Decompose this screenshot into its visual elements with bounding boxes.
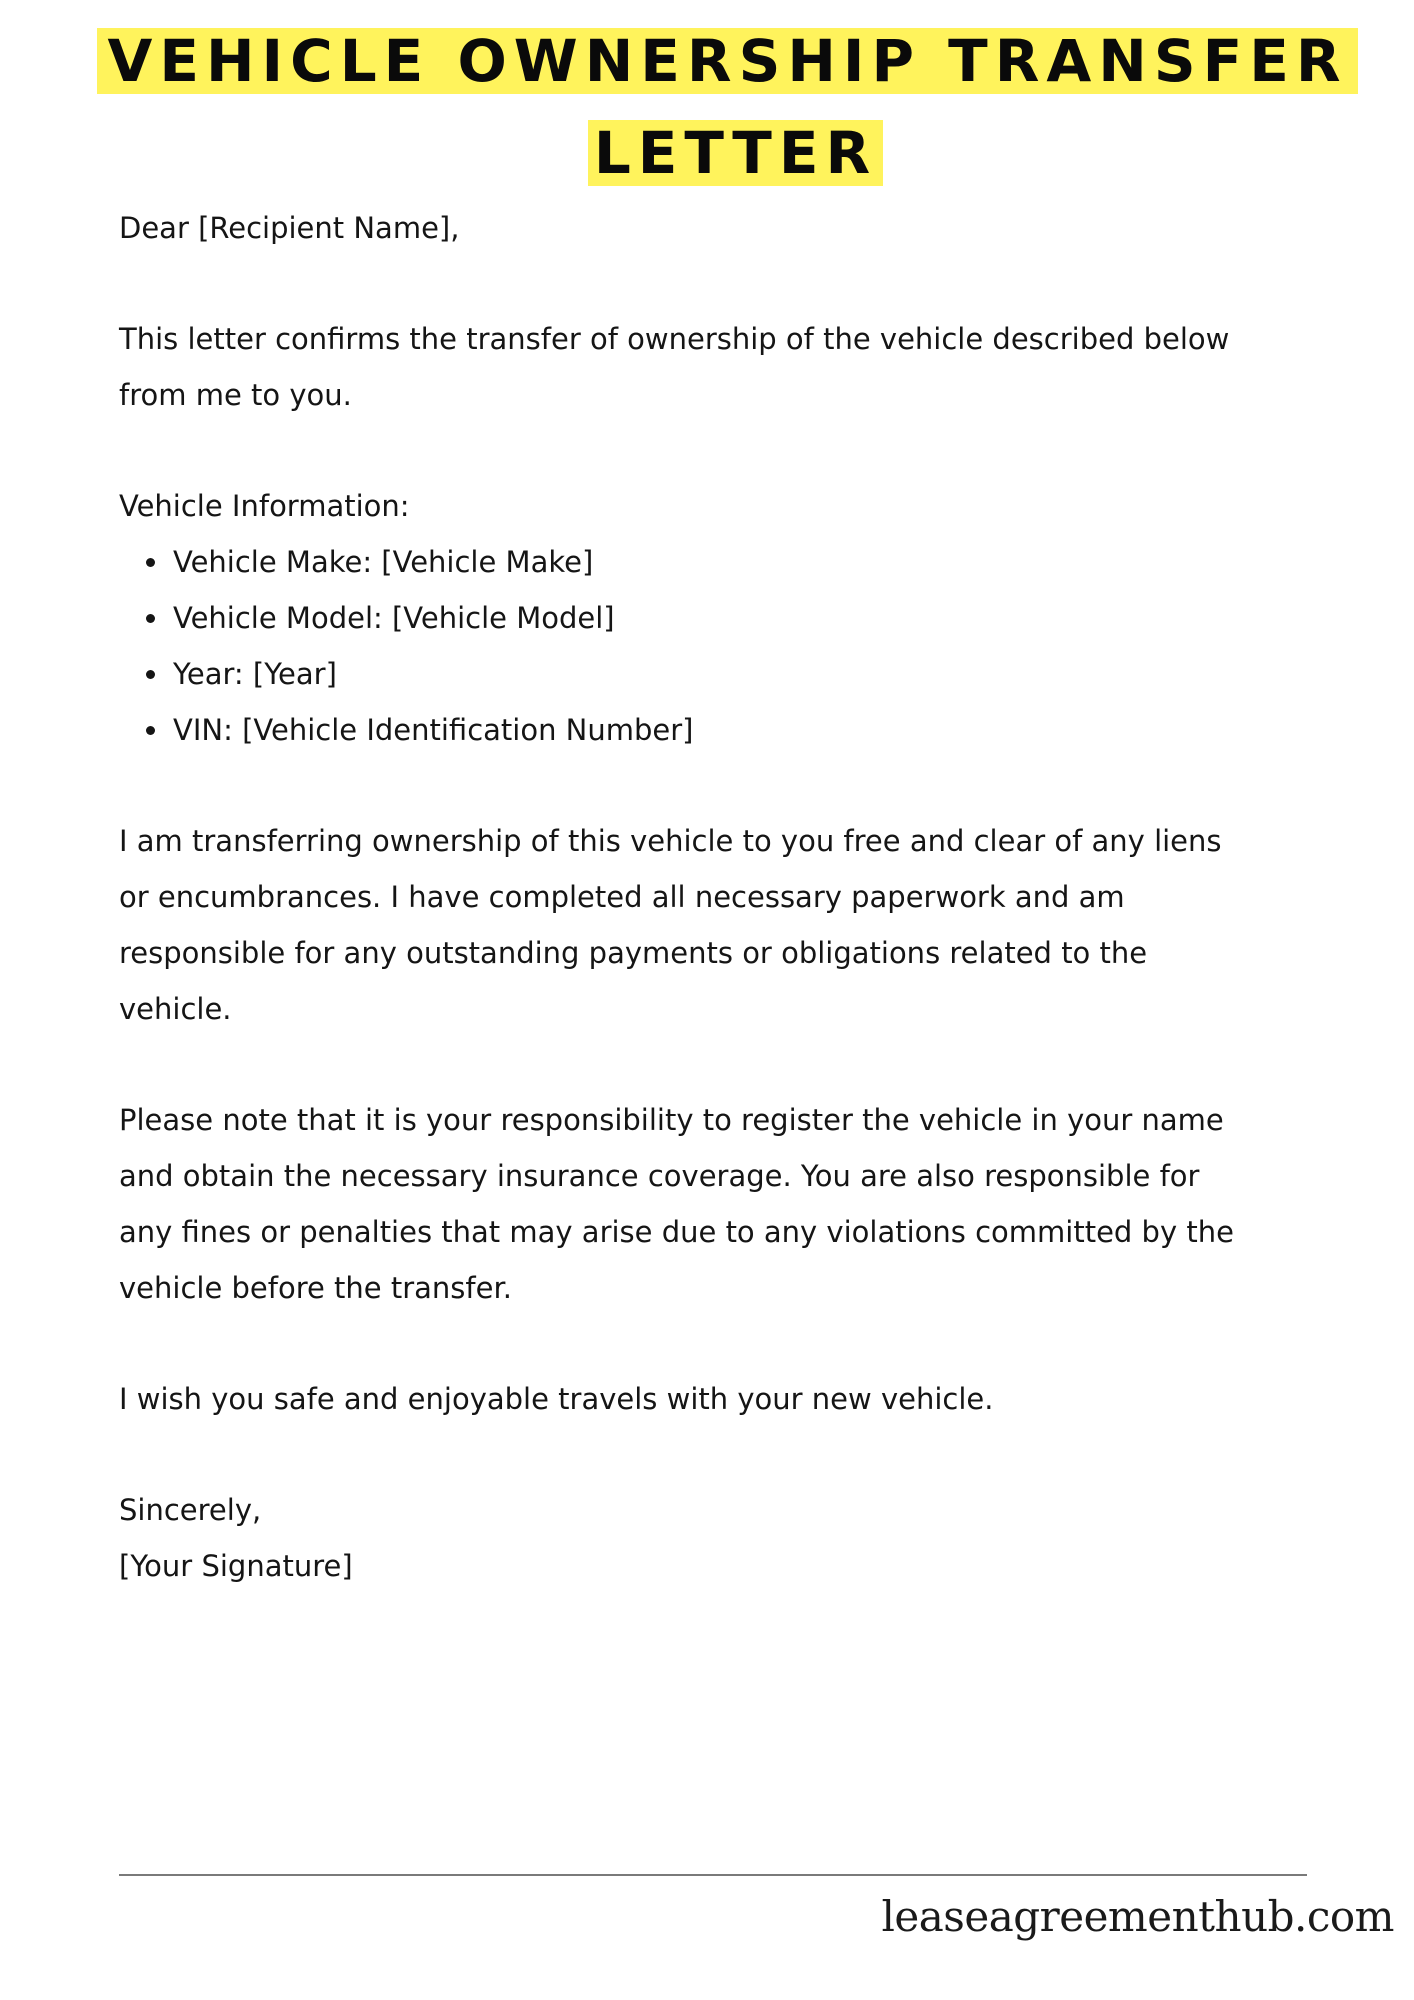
sign-off: Sincerely, <box>119 1493 262 1527</box>
title-line-1: VEHICLE OWNERSHIP TRANSFER <box>97 28 1358 94</box>
paragraph-1-line-2: or encumbrances. I have completed all necessary paperwork and am <box>119 880 1125 914</box>
intro-line-1: This letter confirms the transfer of ownership of the vehicle described below <box>119 322 1230 356</box>
footer-brand: leaseagreementhub.com <box>881 1892 1394 1941</box>
paragraph-2-line-3: any fines or penalties that may arise due to any violations committed by the <box>119 1215 1234 1249</box>
paragraph-2-line-2: and obtain the necessary insurance coverage. You are also responsible for <box>119 1159 1200 1193</box>
intro-line-2: from me to you. <box>119 378 352 412</box>
salutation: Dear [Recipient Name], <box>119 211 460 245</box>
paragraph-1-line-1: I am transferring ownership of this vehicle to you free and clear of any liens <box>119 824 1222 858</box>
paragraph-2-line-4: vehicle before the transfer. <box>119 1271 512 1305</box>
closing-wish: I wish you safe and enjoyable travels with your new vehicle. <box>119 1382 994 1416</box>
signature-placeholder: [Your Signature] <box>119 1549 353 1583</box>
vehicle-info-heading: Vehicle Information: <box>119 489 410 523</box>
footer-divider <box>119 1874 1307 1876</box>
paragraph-1-line-4: vehicle. <box>119 992 232 1026</box>
paragraph-1-line-3: responsible for any outstanding payments or obligations related to the <box>119 936 1148 970</box>
letter-body <box>119 200 1319 1594</box>
paragraph-2-line-1: Please note that it is your responsibility to register the vehicle in your name <box>119 1103 1224 1137</box>
list-item-vin: • VIN: [Vehicle Identification Number] <box>171 702 1319 758</box>
list-item-model: • Vehicle Model: [Vehicle Model] <box>171 590 1319 646</box>
list-item-make: • Vehicle Make: [Vehicle Make] <box>171 534 1319 590</box>
vehicle-info-list <box>119 534 1319 758</box>
title-line-2: LETTER <box>588 120 883 186</box>
list-item-year: • Year: [Year] <box>171 646 1319 702</box>
